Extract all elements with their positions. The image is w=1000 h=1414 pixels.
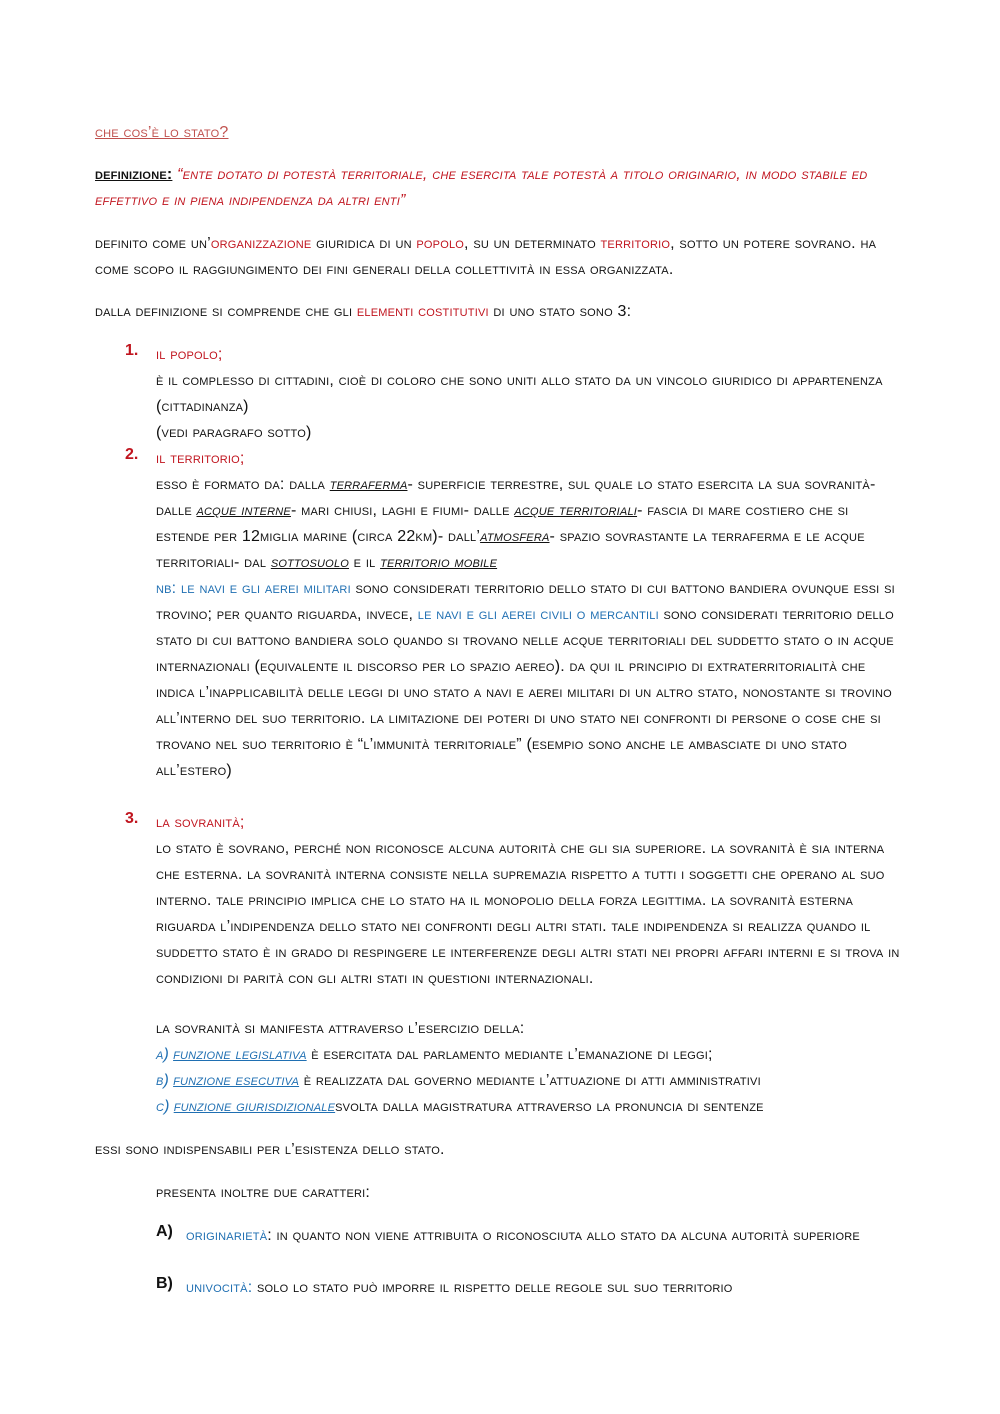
keyword-territorio: territorio — [600, 235, 671, 252]
sovranita-manifesta: la sovranità si manifesta attraverso l’esercizio della: — [156, 1020, 525, 1037]
nb-civil: le navi e gli aerei civili o mercantili — [417, 606, 659, 623]
term-territorio-mobile: territorio mobile — [380, 554, 498, 571]
text-run: esso è formato da: dalla — [156, 476, 330, 493]
text-run: è esercitata dal parlamento mediante l’emanazione di leggi; — [306, 1046, 713, 1063]
keyword-elementi: elementi costitutivi — [356, 303, 489, 320]
funzione-legislativa: funzione legislativa — [173, 1046, 307, 1063]
list-number: 2. — [125, 446, 139, 463]
carattere-originarieta: originarietà — [186, 1227, 268, 1244]
text-run: è realizzata dal governo mediante l’attuazione di atti amministrativi — [299, 1072, 761, 1089]
keyword-organizzazione: organizzazione — [210, 235, 312, 252]
territorio-text — [156, 472, 901, 576]
text-run: svolta dalla magistratura attraverso la pronuncia di sentenze — [335, 1098, 764, 1115]
funzione-letter: a) — [156, 1046, 170, 1063]
funzione-giurisdizionale: funzione giurisdizionale — [173, 1098, 336, 1115]
caratteri-intro: presenta inoltre due caratteri: — [156, 1184, 371, 1201]
text-run: sono considerati territorio dello stato di cui battono bandiera ovunque essi si trovino; per quanto riguarda, invece, — [156, 580, 895, 623]
sovranita-text: lo stato è sovrano, perché non riconosce alcuna autorità che gli sia superiore. la sovranità è sia interna che esterna. la sovranità interna consiste nella supremazia rispetto a tutti i soggetti che operano al suo interno. tale principio implica che lo stato ha il monopolio della forza legittima. la sovranità esterna riguarda l’indipendenza dello stato nei confronti degli altri stati. tale indipendenza si realizza quando il suddetto stato è in grado di respingere le interferenze degli altri stati nei propri affari interni e si trova in condizioni di parità con gli altri stati in questioni internazionali. — [156, 840, 900, 987]
text-run: : in quanto non viene attribuita o riconosciuta allo stato da alcuna autorità superiore — [267, 1227, 860, 1244]
popolo-note: (vedi paragrafo sotto) — [156, 424, 312, 441]
caratteri-letter: A) — [156, 1223, 173, 1240]
nb-military: nb: le navi e gli aerei militari — [156, 580, 351, 597]
funzione-item — [156, 1068, 901, 1094]
list-heading-sovranita: la sovranità; — [156, 814, 245, 831]
definition-quote: “ente dotato di potestà territoriale, che esercita tale potestà a titolo originario, in modo stabile ed effettivo e in piena indipendenza da altri enti” — [95, 166, 868, 209]
list-heading-popolo: il popolo; — [156, 346, 223, 363]
elements-paragraph — [95, 299, 905, 325]
text-run: - mari chiusi, laghi e fiumi- dalle — [290, 502, 515, 519]
intro-text: , sotto un potere sovrano. ha come scopo il raggiungimento dei fini generali della collettività in essa organizzata. — [95, 235, 877, 278]
list-heading-territorio: il territorio; — [156, 450, 245, 467]
text-run: - fascia di mare costiero che si estende per 12miglia marine (circa 22km)- dall’ — [156, 502, 849, 545]
term-atmosfera: atmosfera — [480, 528, 550, 545]
elements-text: di uno stato sono 3: — [488, 303, 632, 320]
funzione-letter: b) — [156, 1072, 170, 1089]
funzione-item — [156, 1042, 901, 1068]
term-sottosuolo: sottosuolo — [270, 554, 350, 571]
term-terraferma: terraferma — [329, 476, 408, 493]
carattere-univocita: univocità: — [186, 1279, 253, 1296]
list-number: 3. — [125, 810, 139, 827]
carattere-item — [186, 1275, 901, 1301]
intro-paragraph — [95, 231, 905, 283]
text-run: - spazio sovrastante la terraferma e le acque territoriali- dal — [156, 528, 865, 571]
keyword-popolo: popolo — [416, 235, 465, 252]
text-run: e il — [349, 554, 381, 571]
list-number: 1. — [125, 342, 139, 359]
definition-paragraph — [95, 162, 905, 214]
caratteri-letter: B) — [156, 1275, 173, 1292]
term-acque-territoriali: acque territoriali — [514, 502, 638, 519]
intro-text: , su un determinato — [464, 235, 601, 252]
popolo-text: è il complesso di cittadini, cioè di coloro che sono uniti allo stato da un vincolo giuridico di appartenenza (cittadinanza) — [156, 372, 883, 415]
definition-label: definizione: — [95, 166, 173, 183]
text-run: sono considerati territorio dello stato di cui battono bandiera solo quando si trovano nelle acque territoriali del suddetto stato o in acque internazionali (equivalente il discorso per lo spazio aereo). da qui il principio di extraterritorialità che indica l’inapplicabilità delle leggi di uno stato a navi e aerei militari di un altro stato, nonostante si trovino all’interno del suo territorio. la limitazione dei poteri di uno stato nei confronti di persone o cose che si trovano nel suo territorio è “l’immunità territoriale” (esempio sono anche le ambasciate di uno stato all’estero) — [156, 606, 894, 779]
funzione-item — [156, 1094, 901, 1120]
intro-text: definito come un’ — [95, 235, 211, 252]
nb-paragraph — [156, 576, 901, 784]
funzione-letter: c) — [156, 1098, 170, 1115]
carattere-item — [186, 1223, 901, 1249]
term-acque-interne: acque interne — [196, 502, 291, 519]
intro-text: giuridica di un — [311, 235, 417, 252]
page-title: che cos’è lo stato? — [95, 124, 229, 141]
elements-text: dalla definizione si comprende che gli — [95, 303, 357, 320]
indispensabili-paragraph: essi sono indispensabili per l’esistenza dello stato. — [95, 1141, 445, 1158]
funzione-esecutiva: funzione esecutiva — [173, 1072, 300, 1089]
text-run: solo lo stato può imporre il rispetto delle regole sul suo territorio — [252, 1279, 733, 1296]
text-run: - superficie terrestre, sul quale lo stato esercita la sua sovranità- dalle — [156, 476, 876, 519]
